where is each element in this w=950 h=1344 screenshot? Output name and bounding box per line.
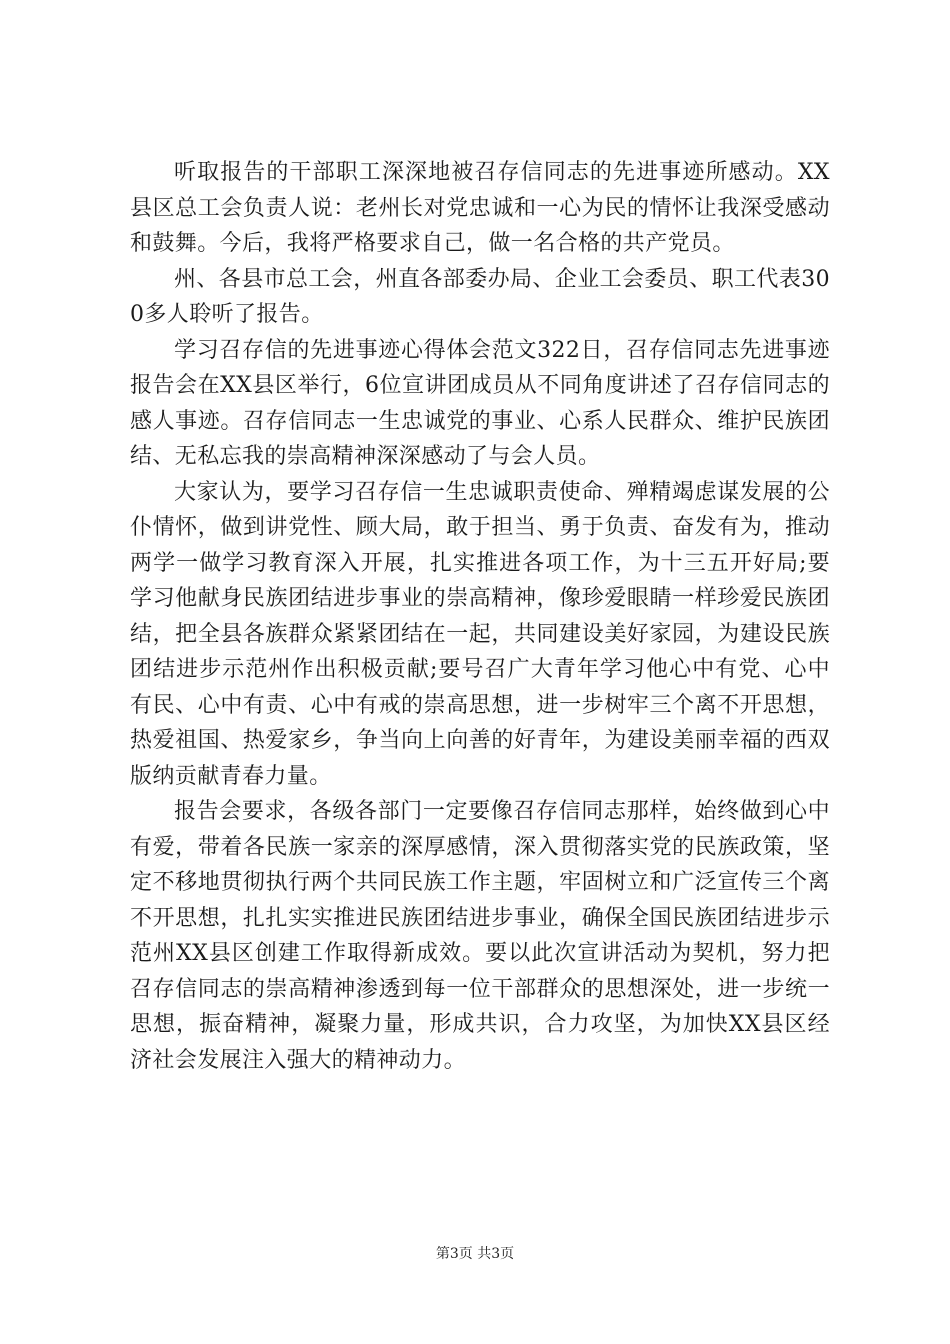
paragraph: 报告会要求，各级各部门一定要像召存信同志那样，始终做到心中有爱，带着各民族一家亲的深厚感情，深入贯彻落实党的民族政策，坚定不移地贯彻执行两个共同民族工作主题，牢固树立和广泛宣传三个离不开思想，扎扎实实推进民族团结进步事业，确保全国民族团结进步示范州XX县区创建工作取得新成效。要以此次宣讲活动为契机，努力把召存信同志的崇高精神渗透到每一位干部群众的思想深处，进一步统一思想，振奋精神，凝聚力量，形成共识，合力攻坚，为加快XX县区经济社会发展注入强大的精神动力。 (130, 799, 830, 1073)
document-body (130, 155, 830, 1078)
paragraph: 大家认为，要学习召存信一生忠诚职责使命、殚精竭虑谋发展的公仆情怀，做到讲党性、顾大局，敢于担当、勇于负责、奋发有为，推动两学一做学习教育深入开展，扎实推进各项工作，为十三五开好局;要学习他献身民族团结进步事业的崇高精神，像珍爱眼睛一样珍爱民族团结，把全县各族群众紧紧团结在一起，共同建设美好家园，为建设民族团结进步示范州作出积极贡献;要号召广大青年学习他心中有党、心中有民、心中有责、心中有戒的崇高思想，进一步树牢三个离不开思想，热爱祖国、热爱家乡，争当向上向善的好青年，为建设美丽幸福的西双版纳贡献青春力量。 (130, 479, 830, 789)
paragraph: 学习召存信的先进事迹心得体会范文322日，召存信同志先进事迹报告会在XX县区举行，6位宣讲团成员从不同角度讲述了召存信同志的感人事迹。召存信同志一生忠诚党的事业、心系人民群众、维护民族团结、无私忘我的崇高精神深深感动了与会人员。 (130, 337, 830, 469)
paragraph: 州、各县市总工会，州直各部委办局、企业工会委员、职工代表300多人聆听了报告。 (130, 266, 830, 327)
paragraph: 听取报告的干部职工深深地被召存信同志的先进事迹所感动。XX县区总工会负责人说：老州长对党忠诚和一心为民的情怀让我深受感动和鼓舞。今后，我将严格要求自己，做一名合格的共产党员。 (130, 160, 830, 256)
page-number-footer: 第3页 共3页 (435, 1246, 515, 1262)
